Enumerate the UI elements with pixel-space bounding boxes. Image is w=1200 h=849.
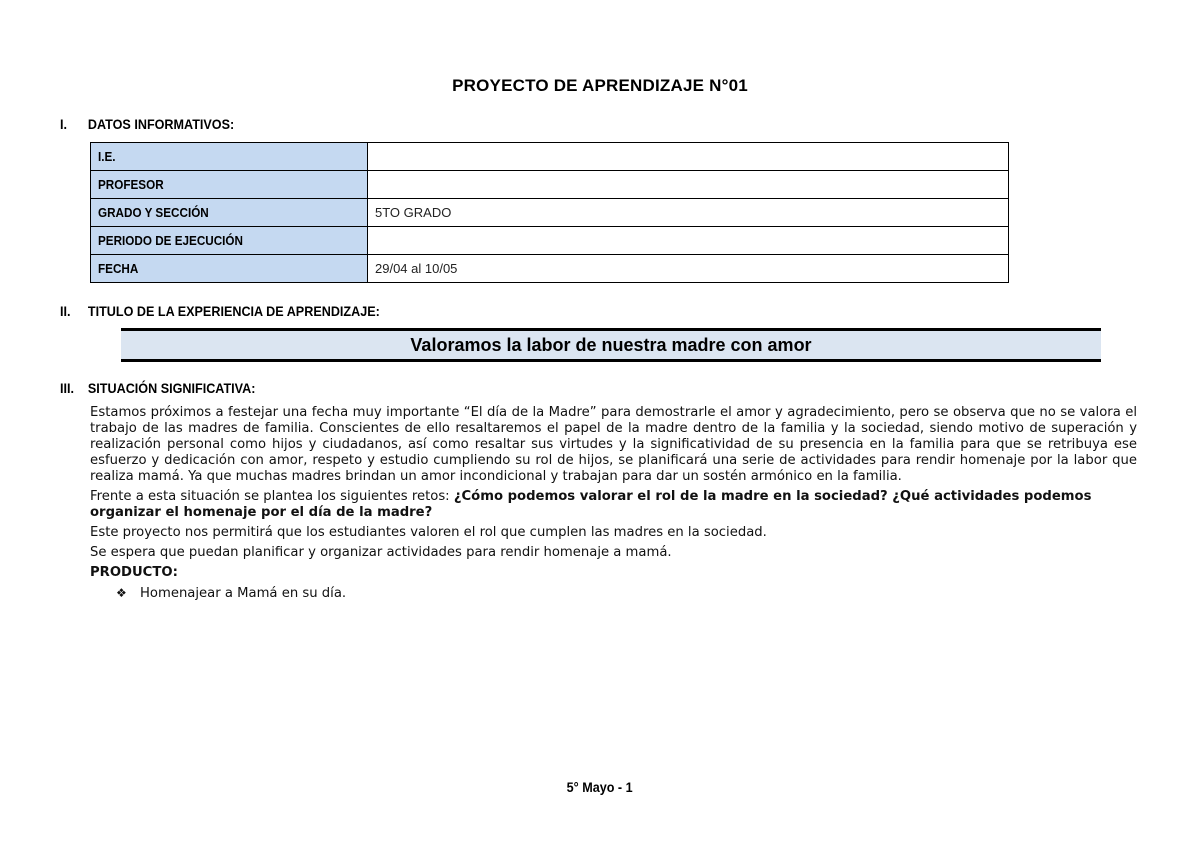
situation-body xyxy=(90,405,1137,602)
section-title: TITULO DE LA EXPERIENCIA DE APRENDIZAJE: xyxy=(87,303,380,319)
product-label: PRODUCTO: xyxy=(90,565,178,580)
section-title: DATOS INFORMATIVOS: xyxy=(87,116,235,132)
document-title: PROYECTO DE APRENDIZAJE N°01 xyxy=(452,76,748,95)
challenge-questions: ¿Cómo podemos valorar el rol de la madre en la sociedad? ¿Qué actividades podemos organizar el homenaje por el día de la madre? xyxy=(90,489,1092,520)
table-row xyxy=(91,143,1009,171)
section-heading-situacion xyxy=(60,380,255,396)
table-row xyxy=(91,227,1009,255)
expectation-paragraph: Se espera que puedan planificar y organizar actividades para rendir homenaje a mamá. xyxy=(90,545,672,560)
table-value-cell: 29/04 al 10/05 xyxy=(368,255,1009,283)
section-heading-datos xyxy=(60,116,234,132)
row-label: FECHA xyxy=(98,261,139,276)
table-label-cell xyxy=(91,143,368,171)
experience-title: Valoramos la labor de nuestra madre con amor xyxy=(121,328,1101,362)
challenge-intro: Frente a esta situación se plantea los siguientes retos: xyxy=(90,489,454,504)
list-item xyxy=(116,585,1137,602)
diamond-bullet-icon: ❖ xyxy=(116,586,127,600)
table-value-cell: 5TO GRADO xyxy=(368,199,1009,227)
situation-paragraph: Estamos próximos a festejar una fecha muy importante “El día de la Madre” para demostrarle el amor y agradecimiento, pero se observa que no se valora el trabajo de las madres de familia. Conscientes de ello resaltaremos el papel de la madre dentro de la familia y la sociedad, siendo motivo de superación y realización personal como hijos y ciudadanos, así como resaltar sus virtudes y la significatividad de su presencia en la familia para que se retribuya ese esfuerzo y dedicación con amor, respeto y estudio cumpliendo su rol de hijos, se planificará una serie de actividades para rendir homenaje por la labor que realiza mamá. Ya que muchas madres brindan un amor incondicional y trabajan para dar un sostén armónico en la familia. xyxy=(90,405,1137,484)
section-number: I. xyxy=(60,116,68,132)
project-paragraph: Este proyecto nos permitirá que los estudiantes valoren el rol que cumplen las madres en la sociedad. xyxy=(90,525,767,540)
section-number: II. xyxy=(60,303,71,319)
row-label: PROFESOR xyxy=(98,177,164,192)
table-label-cell xyxy=(91,199,368,227)
table-value-cell xyxy=(368,227,1009,255)
page-footer xyxy=(0,779,1200,795)
section-heading-titulo xyxy=(60,303,380,319)
row-label: I.E. xyxy=(98,149,116,164)
row-label: GRADO Y SECCIÓN xyxy=(98,205,209,220)
table-row xyxy=(91,255,1009,283)
product-item-text: Homenajear a Mamá en su día. xyxy=(140,586,347,601)
section-number: III. xyxy=(60,380,75,396)
table-row xyxy=(91,199,1009,227)
section-title: SITUACIÓN SIGNIFICATIVA: xyxy=(87,380,256,396)
table-value-cell xyxy=(368,143,1009,171)
table-label-cell xyxy=(91,171,368,199)
table-row xyxy=(91,171,1009,199)
row-label: PERIODO DE EJECUCIÓN xyxy=(98,233,243,248)
table-value-cell xyxy=(368,171,1009,199)
challenge-paragraph xyxy=(90,489,1137,521)
table-label-cell xyxy=(91,227,368,255)
info-table xyxy=(90,142,1009,283)
footer-text: 5° Mayo - 1 xyxy=(567,779,633,795)
table-label-cell xyxy=(91,255,368,283)
